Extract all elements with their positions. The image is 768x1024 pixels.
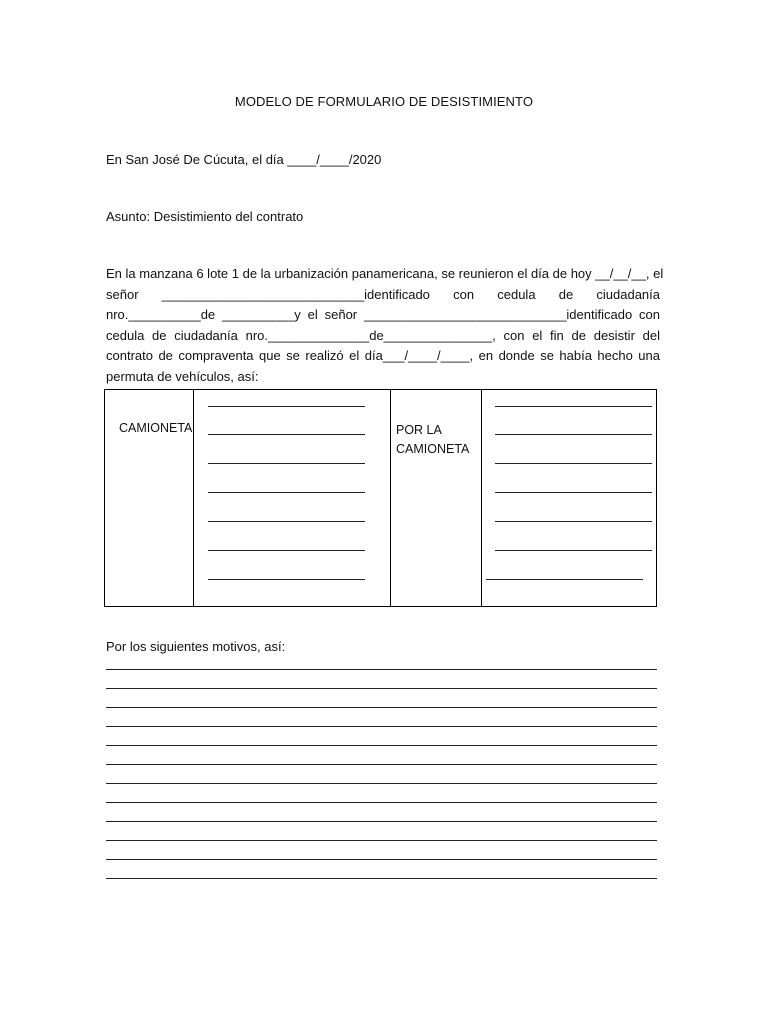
blank-line[interactable] [208,550,365,551]
place-date-line: En San José De Cúcuta, el día ____/____/2020 [106,152,382,167]
blank-line[interactable] [208,492,365,493]
motivo-line[interactable] [106,821,657,822]
document-title: MODELO DE FORMULARIO DE DESISTIMIENTO [234,94,534,109]
right-label-line: POR LA [396,423,442,437]
paragraph-line: En la manzana 6 lote 1 de la urbanización panamericana, se reunieron el día de hoy __/__/__, el [106,266,664,281]
vehicle-exchange-table [104,389,657,607]
motivo-line[interactable] [106,878,657,879]
motivos-label: Por los siguientes motivos, así: [106,639,286,654]
left-blank-column [194,390,391,607]
motivo-line[interactable] [106,783,657,784]
right-label-line: CAMIONETA [396,442,470,456]
blank-line[interactable] [495,521,652,522]
blank-line[interactable] [208,521,365,522]
blank-line[interactable] [208,463,365,464]
motivo-line[interactable] [106,726,657,727]
motivo-line[interactable] [106,669,657,670]
blank-line[interactable] [495,406,652,407]
left-vehicle-label: CAMIONETA [119,421,193,435]
blank-line[interactable] [495,463,652,464]
motivo-line[interactable] [106,707,657,708]
blank-line[interactable] [208,579,365,580]
right-label-cell [391,390,482,607]
blank-line[interactable] [495,550,652,551]
motivo-line[interactable] [106,802,657,803]
blank-line[interactable] [208,406,365,407]
paragraph-line: nro.__________de __________y el señor ____________________________identificado con [106,307,660,322]
right-blank-column [482,390,657,607]
motivo-line[interactable] [106,745,657,746]
body-paragraph [106,264,664,387]
right-vehicle-label [391,390,481,459]
motivo-line[interactable] [106,840,657,841]
motivo-line[interactable] [106,688,657,689]
paragraph-line: contrato de compraventa que se realizó el día___/____/____, en donde se había hecho una [106,348,660,363]
blank-line[interactable] [495,492,652,493]
blank-line[interactable] [208,434,365,435]
subject-line: Asunto: Desistimiento del contrato [106,209,304,224]
motivo-line[interactable] [106,859,657,860]
blank-line[interactable] [495,434,652,435]
blank-line[interactable] [486,579,643,580]
motivo-line[interactable] [106,764,657,765]
paragraph-line: cedula de ciudadanía nro.______________de_______________, con el fin de desistir del [106,327,660,343]
left-label-cell [105,390,194,607]
paragraph-line: permuta de vehículos, así: [106,368,259,384]
paragraph-line: señor ____________________________identificado con cedula de ciudadanía [106,286,660,302]
